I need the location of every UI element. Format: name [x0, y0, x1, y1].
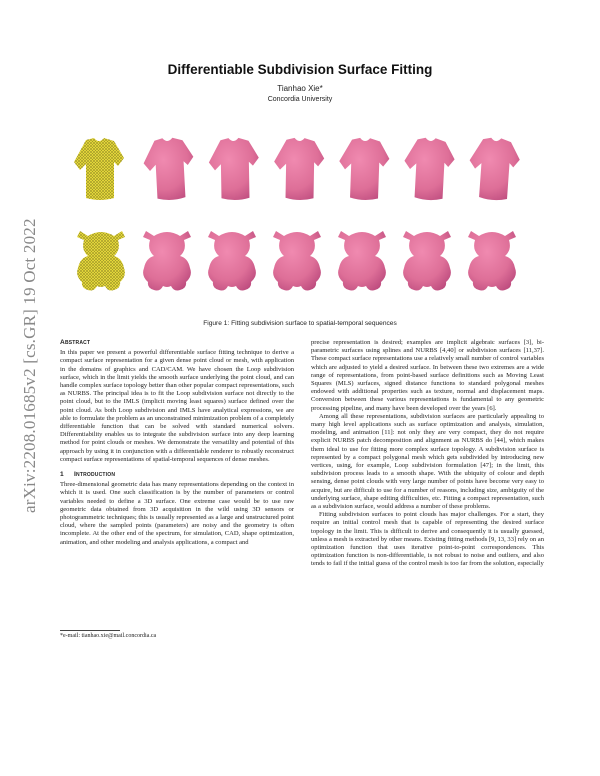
- author-name: Tianhao Xie*: [277, 84, 323, 93]
- shirt-fit-2: [208, 138, 259, 201]
- intro-paragraph-2: precise representation is desired; examples are implicit algebraic surfaces [3], bi-parametric surfaces using splines and NURBS [4,40] or subdivision surfaces [11,37]. These compact surface representations use a relatively small number of control variables which are adjusted to yield a desired surface. In between these two extremes are a wide range of representations, from point-based surface definitions such as Moving Least Squares (MLS) surfaces, signed distance functions to standard polygonal meshes endowed with additional properties such as texture, normal and displacement maps. Conversion between these various representations is fundamental to any geometric processing pipeline, and many have been developed over the years [6].: [311, 339, 544, 412]
- shirt-pointcloud: [74, 138, 124, 200]
- left-column: [60, 339, 294, 547]
- figure-caption: Figure 1: Fitting subdivision surface to spatial-temporal sequences: [203, 320, 397, 327]
- intro-paragraph-1: Three-dimensional geometric data has many representations depending on the context in which it is used. One such classification is by the number of parameters or control variables needed to define a 3D surface. One extreme case would be to use raw geometric data obtained from 3D acquisition in the wild using 3D sensors or photogrammetric techniques; this is usually represented as a large and unstructured point cloud, where the sampled points (parameters) are noisy and the geometry is often incomplete. At the other end of the spectrum, for simulation, CAD, shape optimization, animation, and other modeling and analysis applications, a compact and: [60, 481, 294, 546]
- shirt-fit-5: [402, 137, 455, 202]
- section-title: Introduction: [74, 471, 116, 479]
- shirt-fit-6: [467, 136, 521, 201]
- cow-pointcloud: [77, 231, 125, 291]
- paper-title: Differentiable Subdivision Surface Fitting: [167, 62, 433, 77]
- footnote-rule: [60, 630, 120, 631]
- shirt-fit-4: [338, 137, 390, 201]
- teaser-figure: [70, 128, 540, 318]
- arxiv-identifier: arXiv:2208.01685v2 [cs.GR] 19 Oct 2022: [20, 218, 39, 513]
- author-affiliation: Concordia University: [267, 96, 333, 103]
- intro-paragraph-3: Among all these representations, subdivision surfaces are particularly appealing to many high level applications such as surface optimization and analysis, simulation, modeling, and animation [11]: not only they are very compact, they do not require explicit NURBS patch decomposition and alignment as NURBS do [44], which makes them ideal to use for fitting more complex surface topology. A subdivision surface is represented by a compact polygonal mesh which gets subdivided by introducing new vertices, using, for example, Loop subdivision formulation [47]; in the limit, this subdivision process leads to a smooth shape. With the ubiquity of colour and depth sensing, dense point clouds with very large number of points have become very easy to acquire, but are difficult to use for a number of reasons, including size, ambiguity of the underlying surface, shape editing difficulties, etc. Fitting a compact representation, such as a subdivision surface, would address a number of these problems.: [311, 412, 544, 511]
- cow-fit-2: [208, 231, 256, 291]
- section-1-heading: [60, 471, 294, 479]
- cow-fit-4: [338, 231, 386, 291]
- footnote: *e-mail: tianhao.xie@mail.concordia.ca: [60, 633, 157, 639]
- abstract-heading: [60, 339, 294, 347]
- cow-fit-6: [468, 231, 516, 291]
- section-number: 1: [60, 471, 64, 479]
- shirt-fit-3: [273, 138, 324, 201]
- cow-fit-1: [143, 231, 191, 291]
- abstract-text: In this paper we present a powerful differentiable surface fitting technique to derive a compact surface representation for a given dense point cloud or mesh, with application in the domains of graphics and CAD/CAM. We have chosen the Loop subdivision surface, which in the limit yields the smooth surface underlying the point cloud, and can handle complex surface topology better than other popular compact representations, such as NURBS. The principal idea is to fit the Loop subdivision surface not directly to the point cloud, but to the IMLS (implicit moving least squares) surface defined over the point cloud. As both Loop subdivision and IMLS have analytical expressions, we are able to formulate the problem as an unconstrained minimization problem of a completely differentiable function that can be solved with standard numerical solvers. Differentiability enables us to integrate the subdivision surface into any deep learning method for point clouds or meshes. We demonstrate the versatility and potential of this approach by using it in conjunction with a differentiable renderer to robustly reconstruct compact surface representations of spatial-temporal sequences of dense meshes.: [60, 349, 294, 463]
- shirt-fit-1: [142, 137, 195, 202]
- cow-fit-3: [273, 231, 321, 291]
- cow-fit-5: [403, 231, 451, 291]
- right-column: [311, 339, 544, 569]
- intro-paragraph-4: Fitting subdivision surfaces to point clouds has major challenges. For a start, they require an initial control mesh that is capable of representing the desired surface topology in the limit. This is difficult to derive and consequently it is usually guessed, unless a mesh is extracted by other means. Existing fitting methods [9, 13, 33] rely on an optimization function that uses iterative point-to-point correspondences. This optimization function is non-differentiable, is not robust to noise and outliers, and also tends to fail if the initial guess of the control mesh is too far from the solution, especially: [311, 511, 544, 568]
- abstract-heading-text: Abstract: [60, 339, 91, 346]
